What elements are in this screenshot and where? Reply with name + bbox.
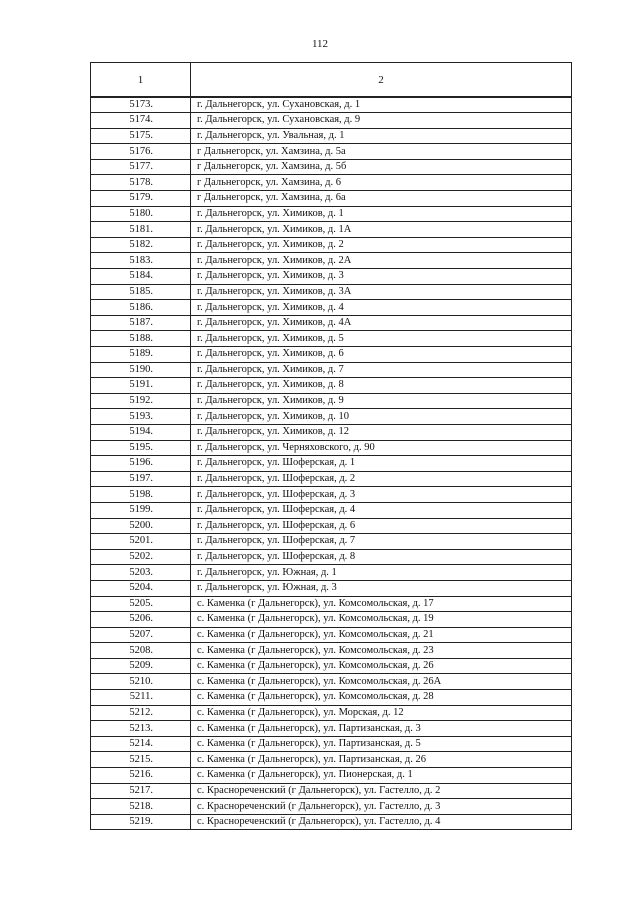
row-number: 5190. xyxy=(91,362,191,378)
row-number: 5212. xyxy=(91,705,191,721)
table-row xyxy=(91,175,572,191)
table-row xyxy=(91,627,572,643)
row-address: с. Каменка (г Дальнегорск), ул. Комсомольская, д. 23 xyxy=(191,643,572,659)
row-address: г. Дальнегорск, ул. Шоферская, д. 4 xyxy=(191,502,572,518)
address-table xyxy=(90,62,572,830)
table-row xyxy=(91,362,572,378)
table-row xyxy=(91,347,572,363)
row-address: г. Дальнегорск, ул. Шоферская, д. 6 xyxy=(191,518,572,534)
table-row xyxy=(91,424,572,440)
table-row xyxy=(91,658,572,674)
table-row xyxy=(91,487,572,503)
row-number: 5182. xyxy=(91,237,191,253)
row-number: 5191. xyxy=(91,378,191,394)
row-address: г. Дальнегорск, ул. Химиков, д. 3 xyxy=(191,269,572,285)
row-number: 5184. xyxy=(91,269,191,285)
row-address: г. Дальнегорск, ул. Химиков, д. 8 xyxy=(191,378,572,394)
row-address: с. Каменка (г Дальнегорск), ул. Комсомольская, д. 19 xyxy=(191,612,572,628)
row-number: 5207. xyxy=(91,627,191,643)
row-number: 5187. xyxy=(91,315,191,331)
row-number: 5193. xyxy=(91,409,191,425)
table-row xyxy=(91,159,572,175)
table-row xyxy=(91,222,572,238)
row-address: г. Дальнегорск, ул. Сухановская, д. 9 xyxy=(191,113,572,129)
row-address: г. Дальнегорск, ул. Черняховского, д. 90 xyxy=(191,440,572,456)
table-row xyxy=(91,690,572,706)
table-row xyxy=(91,783,572,799)
table-row xyxy=(91,518,572,534)
row-address: г. Дальнегорск, ул. Химиков, д. 6 xyxy=(191,347,572,363)
row-number: 5196. xyxy=(91,456,191,472)
row-address: г. Дальнегорск, ул. Южная, д. 3 xyxy=(191,580,572,596)
row-number: 5186. xyxy=(91,300,191,316)
row-address: г. Дальнегорск, ул. Шоферская, д. 8 xyxy=(191,549,572,565)
row-number: 5183. xyxy=(91,253,191,269)
row-number: 5213. xyxy=(91,721,191,737)
column-header-number: 1 xyxy=(91,63,191,98)
row-address: г. Дальнегорск, ул. Шоферская, д. 2 xyxy=(191,471,572,487)
table-row xyxy=(91,191,572,207)
table-row xyxy=(91,315,572,331)
table-row xyxy=(91,97,572,113)
table-row xyxy=(91,144,572,160)
row-number: 5205. xyxy=(91,596,191,612)
row-address: г. Дальнегорск, ул. Химиков, д. 9 xyxy=(191,393,572,409)
row-number: 5202. xyxy=(91,549,191,565)
row-number: 5208. xyxy=(91,643,191,659)
row-address: г Дальнегорск, ул. Хамзина, д. 6а xyxy=(191,191,572,207)
row-number: 5174. xyxy=(91,113,191,129)
row-number: 5209. xyxy=(91,658,191,674)
row-number: 5176. xyxy=(91,144,191,160)
row-number: 5218. xyxy=(91,799,191,815)
row-address: с. Краснореченский (г Дальнегорск), ул. Гастелло, д. 3 xyxy=(191,799,572,815)
row-address: г. Дальнегорск, ул. Химиков, д. 5 xyxy=(191,331,572,347)
table-row xyxy=(91,128,572,144)
table-row xyxy=(91,300,572,316)
table-row xyxy=(91,643,572,659)
row-address: с. Каменка (г Дальнегорск), ул. Комсомольская, д. 17 xyxy=(191,596,572,612)
row-address: с. Каменка (г Дальнегорск), ул. Комсомольская, д. 26 xyxy=(191,658,572,674)
page-number: 112 xyxy=(311,38,329,50)
table-row xyxy=(91,799,572,815)
table-row xyxy=(91,113,572,129)
row-number: 5195. xyxy=(91,440,191,456)
table-row xyxy=(91,721,572,737)
row-address: г. Дальнегорск, ул. Химиков, д. 1А xyxy=(191,222,572,238)
row-number: 5210. xyxy=(91,674,191,690)
row-number: 5194. xyxy=(91,424,191,440)
row-address: с. Каменка (г Дальнегорск), ул. Комсомольская, д. 28 xyxy=(191,690,572,706)
table-body xyxy=(91,97,572,830)
row-address: с. Каменка (г Дальнегорск), ул. Морская, д. 12 xyxy=(191,705,572,721)
table-row xyxy=(91,814,572,830)
table-row xyxy=(91,456,572,472)
row-number: 5178. xyxy=(91,175,191,191)
table-row xyxy=(91,565,572,581)
row-number: 5197. xyxy=(91,471,191,487)
row-address: г. Дальнегорск, ул. Южная, д. 1 xyxy=(191,565,572,581)
row-address: г. Дальнегорск, ул. Химиков, д. 2 xyxy=(191,237,572,253)
row-address: г. Дальнегорск, ул. Шоферская, д. 7 xyxy=(191,534,572,550)
table-row xyxy=(91,471,572,487)
table-row xyxy=(91,331,572,347)
row-address: с. Каменка (г Дальнегорск), ул. Партизанская, д. 5 xyxy=(191,736,572,752)
row-number: 5188. xyxy=(91,331,191,347)
row-number: 5199. xyxy=(91,502,191,518)
row-number: 5206. xyxy=(91,612,191,628)
table-row xyxy=(91,284,572,300)
row-address: с. Каменка (г Дальнегорск), ул. Партизанская, д. 26 xyxy=(191,752,572,768)
row-address: г Дальнегорск, ул. Хамзина, д. 5а xyxy=(191,144,572,160)
row-address: с. Краснореченский (г Дальнегорск), ул. Гастелло, д. 4 xyxy=(191,814,572,830)
row-address: с. Каменка (г Дальнегорск), ул. Комсомольская, д. 21 xyxy=(191,627,572,643)
table-row xyxy=(91,612,572,628)
row-address: г. Дальнегорск, ул. Химиков, д. 12 xyxy=(191,424,572,440)
row-address: г. Дальнегорск, ул. Химиков, д. 1 xyxy=(191,206,572,222)
row-number: 5215. xyxy=(91,752,191,768)
row-address: с. Каменка (г Дальнегорск), ул. Комсомольская, д. 26А xyxy=(191,674,572,690)
row-address: г. Дальнегорск, ул. Химиков, д. 4А xyxy=(191,315,572,331)
row-address: г. Дальнегорск, ул. Химиков, д. 7 xyxy=(191,362,572,378)
row-address: с. Каменка (г Дальнегорск), ул. Пионерская, д. 1 xyxy=(191,768,572,784)
row-address: г. Дальнегорск, ул. Шоферская, д. 3 xyxy=(191,487,572,503)
row-address: г. Дальнегорск, ул. Сухановская, д. 1 xyxy=(191,97,572,113)
row-number: 5219. xyxy=(91,814,191,830)
row-address: с. Краснореченский (г Дальнегорск), ул. Гастелло, д. 2 xyxy=(191,783,572,799)
table-row xyxy=(91,409,572,425)
row-address: г Дальнегорск, ул. Хамзина, д. 6 xyxy=(191,175,572,191)
row-address: г. Дальнегорск, ул. Химиков, д. 2А xyxy=(191,253,572,269)
row-number: 5175. xyxy=(91,128,191,144)
row-address: г. Дальнегорск, ул. Химиков, д. 10 xyxy=(191,409,572,425)
table-row xyxy=(91,705,572,721)
table-row xyxy=(91,674,572,690)
row-address: г. Дальнегорск, ул. Шоферская, д. 1 xyxy=(191,456,572,472)
table-row xyxy=(91,736,572,752)
table-row xyxy=(91,253,572,269)
row-number: 5185. xyxy=(91,284,191,300)
table-row xyxy=(91,580,572,596)
table-header-row xyxy=(91,63,572,98)
row-address: г. Дальнегорск, ул. Увальная, д. 1 xyxy=(191,128,572,144)
row-number: 5217. xyxy=(91,783,191,799)
row-number: 5189. xyxy=(91,347,191,363)
row-address: с. Каменка (г Дальнегорск), ул. Партизанская, д. 3 xyxy=(191,721,572,737)
table-row xyxy=(91,440,572,456)
row-address: г Дальнегорск, ул. Хамзина, д. 5б xyxy=(191,159,572,175)
row-number: 5180. xyxy=(91,206,191,222)
row-number: 5177. xyxy=(91,159,191,175)
table-row xyxy=(91,549,572,565)
row-number: 5173. xyxy=(91,97,191,113)
table-row xyxy=(91,768,572,784)
row-address: г. Дальнегорск, ул. Химиков, д. 3А xyxy=(191,284,572,300)
table-row xyxy=(91,206,572,222)
row-number: 5179. xyxy=(91,191,191,207)
row-number: 5211. xyxy=(91,690,191,706)
table-row xyxy=(91,502,572,518)
table-row xyxy=(91,378,572,394)
row-number: 5214. xyxy=(91,736,191,752)
table-row xyxy=(91,534,572,550)
table-row xyxy=(91,237,572,253)
table-row xyxy=(91,752,572,768)
column-header-address: 2 xyxy=(191,63,572,98)
table-row xyxy=(91,596,572,612)
row-number: 5200. xyxy=(91,518,191,534)
table-row xyxy=(91,393,572,409)
row-number: 5203. xyxy=(91,565,191,581)
row-number: 5192. xyxy=(91,393,191,409)
row-number: 5198. xyxy=(91,487,191,503)
row-number: 5216. xyxy=(91,768,191,784)
row-number: 5204. xyxy=(91,580,191,596)
row-number: 5201. xyxy=(91,534,191,550)
row-number: 5181. xyxy=(91,222,191,238)
table-row xyxy=(91,269,572,285)
row-address: г. Дальнегорск, ул. Химиков, д. 4 xyxy=(191,300,572,316)
